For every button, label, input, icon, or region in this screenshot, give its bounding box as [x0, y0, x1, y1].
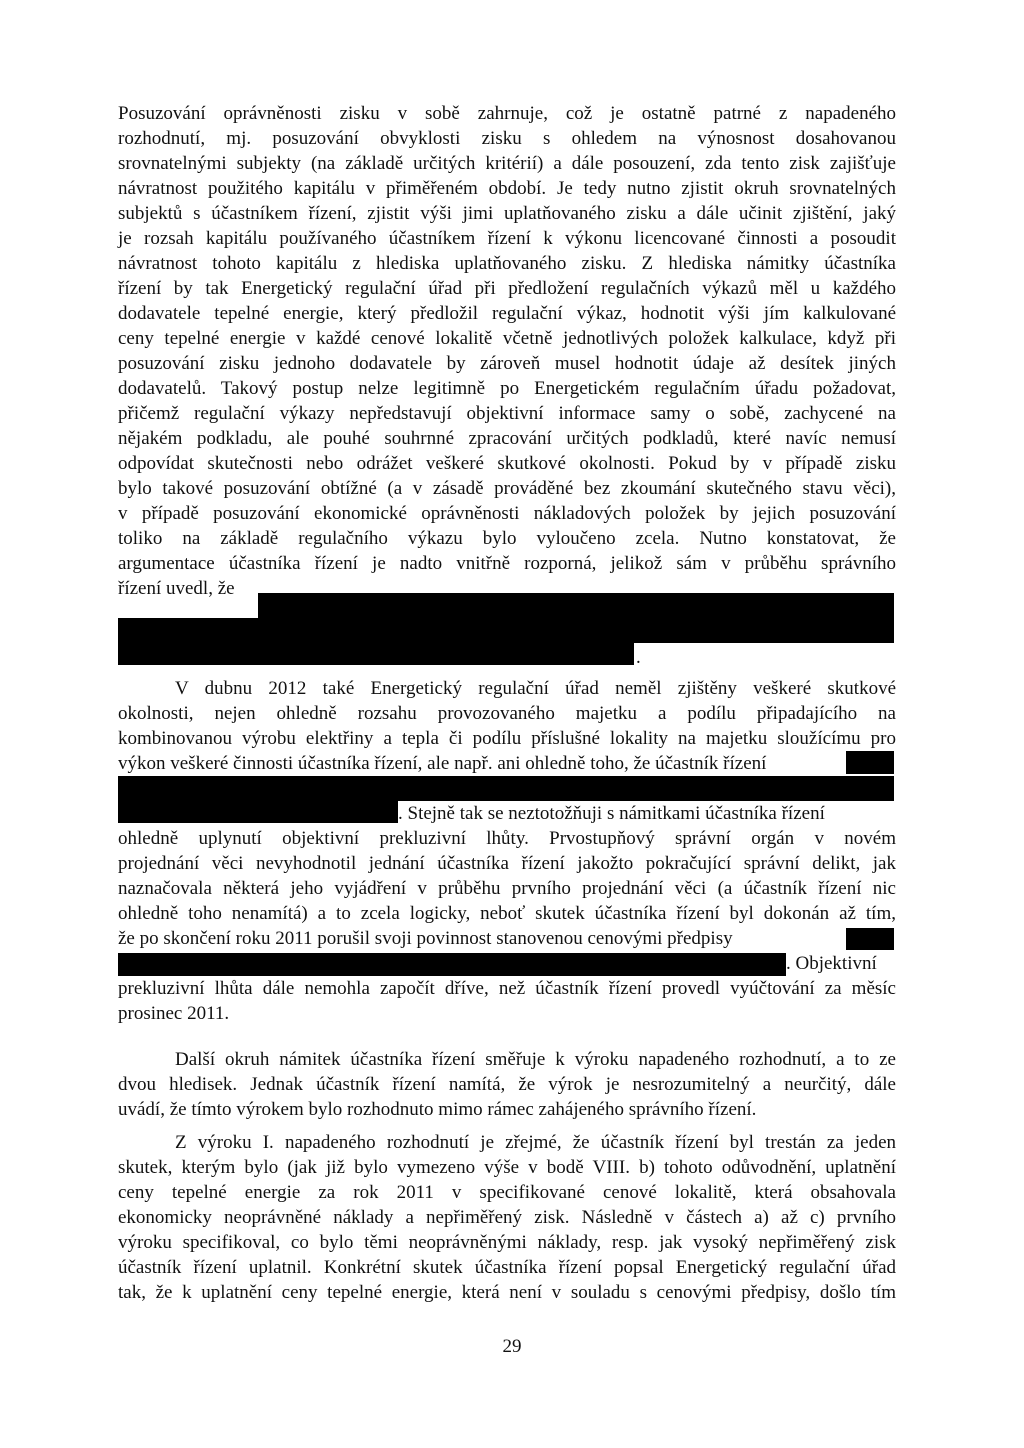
text-line: ceny tepelné energie za rok 2011 v specifikované cenové lokalitě, která obsahovala — [118, 1182, 896, 1203]
text-line: ceny tepelné energie v každé cenové lokalitě včetně jednotlivých položek kalkulace, když při — [118, 328, 896, 349]
text-line: řízení by tak Energetický regulační úřad při předložení regulačních výkazů měl u každého — [118, 278, 896, 299]
text-line: kombinovanou výrobu elektřiny a tepla či podílu příslušné lokality na majetku sloužícímu pro — [118, 728, 896, 749]
text-line: výkon veškeré činnosti účastníka řízení, ale např. ani ohledně toho, že účastník řízení — [118, 753, 767, 774]
text-line: Další okruh námitek účastníka řízení směřuje k výroku napadeného rozhodnutí, a to ze — [175, 1049, 896, 1070]
text-fragment: . Objektivní — [786, 953, 877, 974]
text-line: posuzování zisku jednoho dodavatele by zároveň musel hodnotit údaje až desítek jiných — [118, 353, 896, 374]
text-line: argumentace účastníka řízení je nadto vnitřně rozporná, jelikož sám v průběhu správního — [118, 553, 896, 574]
text-line: prekluzivní lhůta dále nemohla započít dříve, než účastník řízení provedl vyúčtování za měsíc — [118, 978, 896, 999]
text-line: toliko na základě regulačního výkazu bylo vyloučeno zcela. Nutno konstatovat, že — [118, 528, 896, 549]
text-line: nějakém podkladu, ale pouhé souhrnné zpracování určitých podkladů, které navíc nemusí — [118, 428, 896, 449]
text-line: uvádí, že tímto výrokem bylo rozhodnuto mimo rámec zahájeného správního řízení. — [118, 1099, 757, 1120]
text-line: Posuzování oprávněnosti zisku v sobě zahrnuje, což je ostatně patrné z napadeného — [118, 103, 896, 124]
text-line: prosinec 2011. — [118, 1003, 230, 1024]
text-line: ekonomicky neoprávněné náklady a nepřiměřený zisk. Následně v částech a) až c) prvního — [118, 1207, 896, 1228]
redaction-block — [118, 643, 634, 665]
text-line: rozhodnutí, mj. posuzování obvyklosti zisku s ohledem na výnosnost dosahovanou — [118, 128, 896, 149]
redaction-block — [118, 953, 786, 976]
redaction-block — [258, 593, 894, 618]
text-line: tak, že k uplatnění ceny tepelné energie, která není v souladu s cenovými předpisy, došlo tím — [118, 1282, 896, 1303]
text-line: projednání věci nevyhodnotil jednání účastníka řízení jakožto pokračující správní delikt, jak — [118, 853, 896, 874]
page-number: 29 — [502, 1336, 522, 1357]
text-line: v případě posuzování ekonomické oprávněnosti nákladových položek by jejich posuzování — [118, 503, 896, 524]
text-line: skutek, kterým bylo (jak již bylo vymezeno výše v bodě VIII. b) tohoto odůvodnění, uplatnění — [118, 1157, 896, 1178]
text-fragment: . — [636, 647, 641, 668]
redaction-block — [118, 618, 894, 643]
text-line: Z výroku I. napadeného rozhodnutí je zřejmé, že účastník řízení byl trestán za jeden — [175, 1132, 896, 1153]
text-line: výroku specifikoval, co bylo těmi neoprávněnými náklady, resp. jak vysoký nepřiměřený zisk — [118, 1232, 896, 1253]
text-line: je rozsah kapitálu používaného účastníkem řízení k výkonu licencované činnosti a posoudit — [118, 228, 896, 249]
text-line: dodavatele tepelné energie, který předložil regulační výkaz, hodnotit výši jím kalkulované — [118, 303, 896, 324]
text-line: ohledně uplynutí objektivní prekluzivní lhůty. Prvostupňový správní orgán v novém — [118, 828, 896, 849]
redaction-block — [118, 801, 398, 823]
text-line: návratnost tohoto kapitálu z hlediska uplatňovaného zisku. Z hlediska námitky účastníka — [118, 253, 896, 274]
text-line: účastník řízení uplatnil. Konkrétní skutek účastníka řízení popsal Energetický regulační úřad — [118, 1257, 896, 1278]
text-line: dvou hledisek. Jednak účastník řízení namítá, že výrok je nesrozumitelný a neurčitý, dále — [118, 1074, 896, 1095]
text-line: že po skončení roku 2011 porušil svoji povinnost stanovenou cenovými předpisy — [118, 928, 733, 949]
text-line: okolnosti, nejen ohledně rozsahu provozovaného majetku a podílu připadajícího na — [118, 703, 896, 724]
text-line: bylo takové posuzování obtížné (a v zásadě prováděné bez zkoumání skutečného stavu věci), — [118, 478, 896, 499]
text-line: dodavatelů. Takový postup nelze legitimně po Energetickém regulačním úřadu požadovat, — [118, 378, 896, 399]
redaction-block — [846, 751, 894, 774]
text-line: odpovídat skutečnosti nebo odrážet veškeré skutkové okolnosti. Pokud by v případě zisku — [118, 453, 896, 474]
text-line: naznačovala některá jeho vyjádření v průběhu prvního projednání věci (a účastník řízení nic — [118, 878, 896, 899]
text-fragment: . Stejně tak se neztotožňuji s námitkami účastníka řízení — [398, 803, 825, 824]
redaction-block — [846, 928, 894, 950]
text-fragment: řízení uvedl, že — [118, 578, 235, 599]
text-line: ohledně toho nenamítá) a to zcela logicky, neboť skutek účastníka řízení byl dokonán až tím, — [118, 903, 896, 924]
text-line: subjektů s účastníkem řízení, zjistit výši jimi uplatňovaného zisku a dále učinit zjištění, jaký — [118, 203, 896, 224]
text-line: přičemž regulační výkazy nepředstavují objektivní informace samy o sobě, zachycené na — [118, 403, 896, 424]
text-line: návratnost použitého kapitálu v přiměřeném období. Je tedy nutno zjistit okruh srovnatelných — [118, 178, 896, 199]
text-line: srovnatelnými subjekty (na základě určitých kritérií) a dále posouzení, zda tento zisk zajišťuje — [118, 153, 896, 174]
redaction-block — [118, 776, 894, 801]
text-line: V dubnu 2012 také Energetický regulační úřad neměl zjištěny veškeré skutkové — [175, 678, 896, 699]
